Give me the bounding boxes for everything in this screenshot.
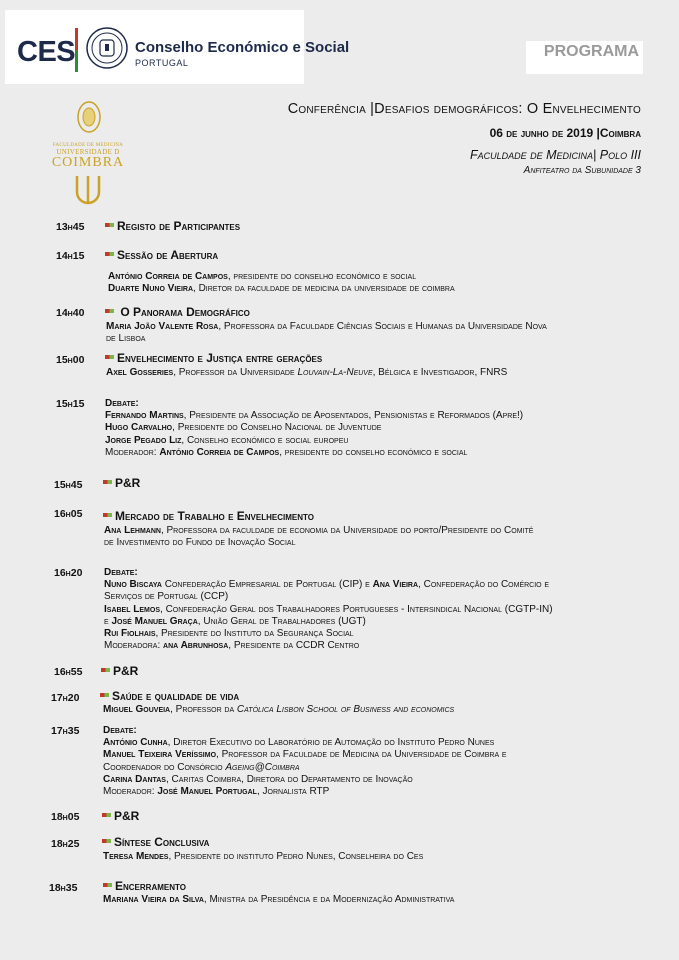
debate-panel: Debate: Fernando Martins, Presidente da Associação de Aposentados, Pensionistas e Reformados (Apre!) Hugo Carvalho, Presidente do Conselho Nacional de Juventude Jorge Pegado Liz, Conselho económico e social europeu Moderador: António Correia de Campos, presidente do conselho económico e social: [105, 398, 524, 458]
time-label: 14h40: [56, 307, 85, 319]
time-label: 16h55: [54, 666, 83, 678]
speaker-list: Mariana Vieira da Silva, Ministra da Presidência e da Modernização Administrativa: [103, 894, 455, 905]
speaker-list: António Correia de Campos, presidente do conselho económico e social Duarte Nuno Vieira, Diretor da faculdade de medicina da universidade de coimbra: [108, 271, 455, 295]
time-label: 18h35: [49, 882, 78, 894]
session-title: Envelhecimento e Justiça entre gerações: [105, 351, 322, 365]
ces-bar-red: [75, 28, 78, 50]
session-title: P&R: [103, 476, 140, 490]
session-title: O Panorama Demográfico: [105, 305, 250, 319]
ces-abbr: CES: [17, 36, 76, 68]
university-line3: COIMBRA: [51, 155, 125, 170]
time-label: 13h45: [56, 221, 85, 233]
time-label: 18h05: [51, 811, 80, 823]
session-title: P&R: [101, 664, 138, 678]
time-label: 17h35: [51, 725, 80, 737]
time-label: 16h20: [54, 567, 83, 579]
ces-country: PORTUGAL: [135, 58, 189, 68]
time-label: 15h00: [56, 354, 85, 366]
ces-logo: [5, 10, 350, 84]
bullet-icon: [101, 668, 110, 672]
university-coimbra-logo: [46, 100, 130, 170]
debate-panel: Debate: António Cunha, Diretor Executivo do Laboratório de Automação do Instituto Pedro Nunes Manuel Teixeira Veríssimo, Professor da Faculdade de Medicina da Universidade de Coimbra e Coordenador do Consórcio Ageing@Coimbra Carina Dantas, Caritas Coimbra, Diretora do Departamento de Inovação Moderador: José Manuel Portugal, Jornalista RTP: [103, 725, 507, 798]
ces-name: Conselho Económico e Social: [135, 39, 350, 56]
session-title: Saúde e qualidade de vida: [100, 689, 239, 703]
session-title: Mercado de Trabalho e Envelhecimento: [103, 509, 314, 523]
conference-date-place: 06 de junho de 2019 |Coimbra: [489, 126, 641, 140]
time-label: 14h15: [56, 250, 85, 262]
session-title: Encerramento: [103, 879, 186, 893]
conference-title: Conferência |Desafios demográficos: O Envelhecimento: [287, 101, 641, 117]
session-title: P&R: [102, 809, 139, 823]
ces-bar-green: [75, 50, 78, 72]
speaker-list: Maria João Valente Rosa, Professora da Faculdade Ciências Sociais e Humanas da Universidade Nova de Lisboa: [106, 321, 547, 345]
university-u-icon: [74, 176, 102, 206]
debate-panel: Debate: Nuno Biscaya Confederação Empresarial de Portugal (CIP) e Ana Vieira, Confederação do Comércio e Serviços de Portugal (CCP) Isabel Lemos, Confederação Geral dos Trabalhadores Portugueses - Intersindical Nacional (CGTP-IN) e José Manuel Graça, União Geral de Trabalhadores (UGT) Rui Fiolhais, Presidente do Instituto da Segurança Social Moderadora: ana Abrunhosa, Presidente da CCDR Centro: [104, 567, 553, 652]
bullet-icon: [102, 839, 111, 843]
session-title: Registo de Participantes: [105, 219, 240, 233]
speaker-list: Ana Lehmann, Professora da faculdade de economia da Universidade do porto/Presidente do Comité de Investimento do Fundo de Inovação Social: [104, 525, 534, 549]
university-line2: UNIVERSIDADE D: [56, 148, 120, 156]
bullet-icon: [100, 693, 109, 697]
conference-venue: Faculdade de Medicina| Polo III: [470, 148, 641, 162]
time-label: 17h20: [51, 692, 80, 704]
time-label: 16h05: [54, 508, 83, 520]
university-seal-icon: [76, 100, 102, 134]
bullet-icon: [105, 309, 114, 313]
programa-label: PROGRAMA: [526, 41, 643, 74]
bullet-icon: [105, 223, 114, 227]
speaker-list: Miguel Gouveia, Professor da Católica Lisbon School of Business and economics: [103, 704, 455, 715]
university-line1: FACULDADE DE MEDICINA: [52, 143, 124, 148]
bullet-icon: [102, 813, 111, 817]
speaker-list: Teresa Mendes, Presidente do instituto Pedro Nunes, Conselheira do Ces: [103, 851, 424, 862]
bullet-icon: [103, 883, 112, 887]
speaker-list: Axel Gosseries, Professor da Universidade Louvain-La-Neuve, Bélgica e Investigador, FNRS: [106, 367, 508, 378]
bullet-icon: [105, 252, 114, 256]
bullet-icon: [103, 513, 112, 517]
time-label: 15h45: [54, 479, 83, 491]
conference-room: Anfiteatro da Subunidade 3: [523, 165, 641, 176]
bullet-icon: [103, 480, 112, 484]
bullet-icon: [105, 355, 114, 359]
portugal-emblem-icon: [85, 26, 129, 70]
time-label: 15h15: [56, 398, 85, 410]
time-label: 18h25: [51, 838, 80, 850]
session-title: Síntese Conclusiva: [102, 835, 209, 849]
session-title: Sessão de Abertura: [105, 248, 218, 262]
